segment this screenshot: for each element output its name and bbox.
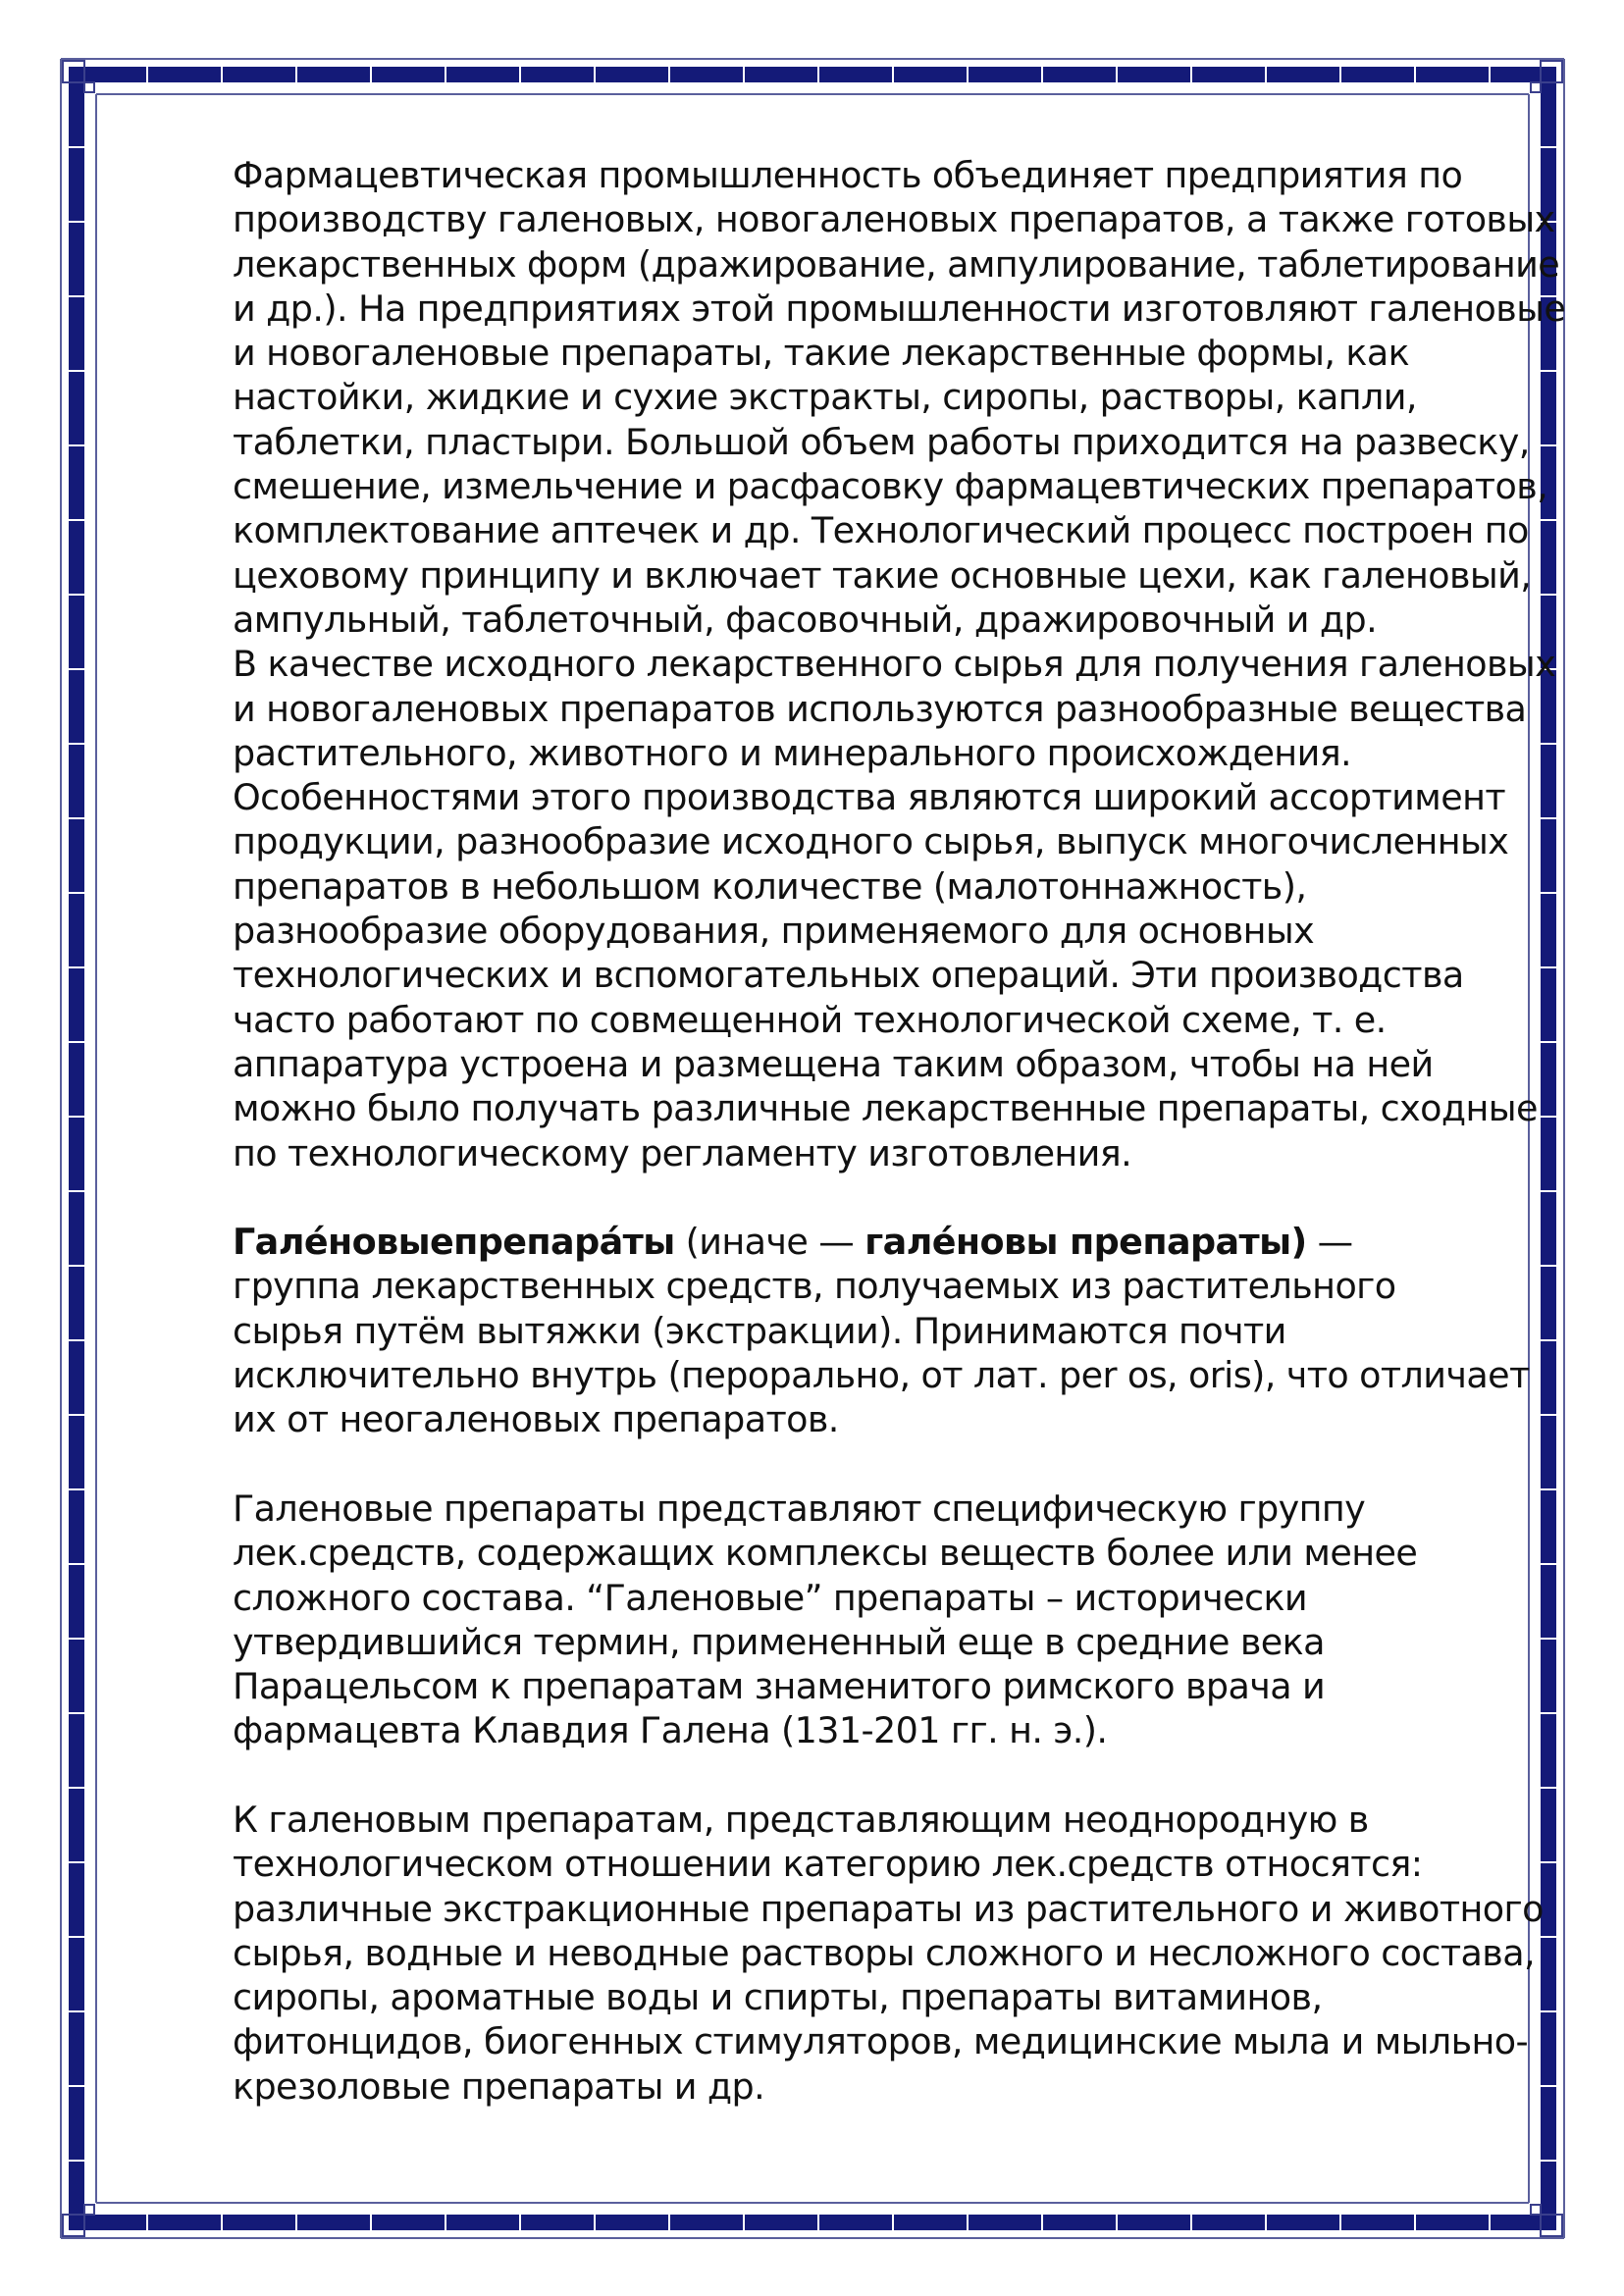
text-line: Особенностями этого производства являются широкий ассортимент <box>233 776 1506 819</box>
text-line: комплектование аптечек и др. Технологический процесс построен по <box>233 509 1529 552</box>
text-line: Парацельсом к препаратам знаменитого римского врача и <box>233 1665 1326 1708</box>
text-line: настойки, жидкие и сухие экстракты, сиропы, растворы, капли, <box>233 376 1417 419</box>
text-line: и новогаленовых препаратов используются разнообразные вещества <box>233 687 1527 730</box>
text-line: крезоловые препараты и др. <box>233 2064 765 2108</box>
paragraph-3 <box>233 1220 1528 1441</box>
text-line: растительного, животного и минерального происхождения. <box>233 731 1352 774</box>
text-line: группа лекарственных средств, получаемых из растительного <box>233 1265 1396 1308</box>
text-line: производству галеновых, новогаленовых препаратов, а также готовых <box>233 198 1555 241</box>
text-line: продукции, разнообразие исходного сырья, выпуск многочисленных <box>233 820 1509 863</box>
text-line: цеховому принципу и включает такие основные цехи, как галеновый, <box>233 553 1532 597</box>
definition-line <box>233 1220 1528 1264</box>
text-line: утвердившийся термин, примененный еще в средние века <box>233 1620 1325 1663</box>
text-line: препаратов в небольшом количестве (малотоннажность), <box>233 864 1307 908</box>
paragraph-5 <box>233 1798 1544 2109</box>
text-line: и др.). На предприятиях этой промышленности изготовляют галеновые <box>233 287 1566 330</box>
term-dash: — <box>1306 1221 1353 1264</box>
text-line: В качестве исходного лекарственного сырья для получения галеновых <box>233 643 1556 686</box>
text-line: смешение, измельчение и расфасовку фармацевтических препаратов, <box>233 465 1548 508</box>
text-line: фармацевта Клавдия Галена (131-201 гг. н. э.). <box>233 1709 1108 1752</box>
text-line: лекарственных форм (дражирование, ампулирование, таблетирование <box>233 242 1560 286</box>
text-line: исключительно внутрь (перорально, от лат. per os, oris), что отличает <box>233 1354 1530 1397</box>
paragraph-1 <box>233 153 1566 642</box>
text-line: часто работают по совмещенной технологической схеме, т. е. <box>233 998 1387 1041</box>
text-line: сиропы, ароматные воды и спирты, препараты витаминов, <box>233 1976 1323 2019</box>
text-line: К галеновым препаратам, представляющим неоднородную в <box>233 1798 1369 1841</box>
term-bold: Гале́новыепрепара́ты <box>233 1221 675 1264</box>
term-mid: (иначе — <box>674 1221 865 1264</box>
alt-term-bold: гале́новы препараты) <box>864 1221 1307 1264</box>
text-line: различные экстракционные препараты из растительного и животного <box>233 1887 1544 1930</box>
text-line: аппаратура устроена и размещена таким образом, чтобы на ней <box>233 1042 1434 1085</box>
text-line: сложного состава. “Галеновые” препараты – исторически <box>233 1576 1308 1619</box>
text-line: технологическом отношении категорию лек.средств относятся: <box>233 1843 1423 1886</box>
text-line: Фармацевтическая промышленность объединяет предприятия по <box>233 154 1463 196</box>
text-line: можно было получать различные лекарственные препараты, сходные <box>233 1087 1538 1130</box>
text-line: технологических и вспомогательных операций. Эти производства <box>233 954 1464 997</box>
text-line: сырья путём вытяжки (экстракции). Принимаются почти <box>233 1309 1286 1352</box>
document-body <box>233 153 1566 2109</box>
paragraph-4 <box>233 1487 1528 1753</box>
text-line: и новогаленовые препараты, такие лекарственные формы, как <box>233 332 1410 375</box>
text-line: по технологическому регламенту изготовления. <box>233 1131 1132 1174</box>
paragraph-2 <box>233 642 1556 1175</box>
text-line: лек.средств, содержащих комплексы веществ более или менее <box>233 1532 1418 1575</box>
text-line: Галеновые препараты представляют специфическую группу <box>233 1487 1366 1530</box>
text-line: фитонцидов, биогенных стимуляторов, медицинские мыла и мыльно- <box>233 2020 1529 2063</box>
text-line: сырья, водные и неводные растворы сложного и несложного состава, <box>233 1931 1535 1974</box>
text-line: ампульный, таблеточный, фасовочный, дражировочный и др. <box>233 598 1378 641</box>
text-line: разнообразие оборудования, применяемого для основных <box>233 910 1315 953</box>
text-line: таблетки, пластыри. Большой объем работы приходится на развеску, <box>233 420 1530 463</box>
text-line: их от неогаленовых препаратов. <box>233 1398 839 1441</box>
